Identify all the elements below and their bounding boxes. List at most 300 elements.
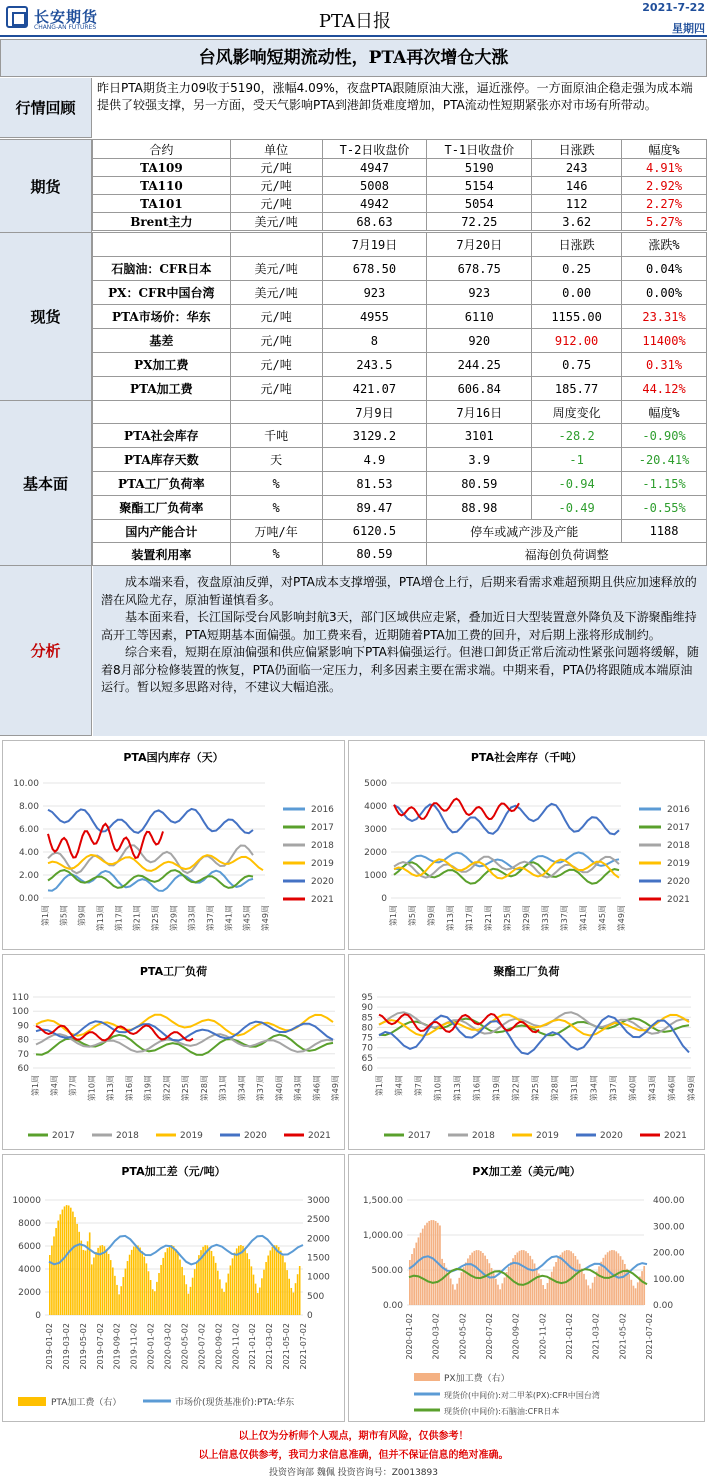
y-tick-label: 75	[361, 1033, 373, 1044]
y-tick-label: 65	[361, 1053, 373, 1064]
unit-cell: 美元/吨	[230, 257, 322, 281]
change-cell: -0.49	[532, 496, 622, 520]
bar	[587, 1285, 589, 1305]
y-tick-label: 1000	[364, 871, 387, 881]
bar	[81, 1241, 83, 1315]
bar	[215, 1263, 217, 1315]
bar	[108, 1254, 110, 1315]
price-cell: 678.50	[322, 257, 427, 281]
legend-label: 2019	[180, 1131, 203, 1141]
bar	[83, 1250, 85, 1315]
value-cell: 3129.2	[322, 424, 427, 448]
bar	[276, 1245, 278, 1315]
bar	[55, 1228, 57, 1315]
price-cell: 5054	[427, 195, 532, 213]
spot-table	[92, 232, 707, 401]
x-tick-label: 第37周	[560, 905, 569, 932]
table-row	[93, 543, 707, 566]
spot-header	[93, 233, 231, 257]
bar	[181, 1267, 183, 1315]
analysis-label: 分析	[0, 566, 92, 736]
x-tick-label: 第37周	[256, 1075, 265, 1102]
x-tick-label: 第5周	[408, 905, 417, 927]
legend-label: 2021	[667, 895, 690, 905]
spot-header: 涨跌%	[622, 233, 707, 257]
bar	[499, 1289, 501, 1305]
chart-svg	[3, 955, 346, 1151]
report-title: PTA日报	[318, 11, 392, 32]
y-tick-label: 5000	[364, 779, 387, 789]
bar	[257, 1293, 259, 1315]
spot-item: PTA市场价：华东	[93, 305, 231, 329]
bar	[270, 1250, 272, 1315]
legend-label: 现货价(中间价):对二甲苯(PX):CFR中国台湾	[444, 1391, 600, 1400]
series-line	[394, 799, 519, 819]
bar	[456, 1284, 458, 1305]
utilization-name: 装置利用率	[93, 543, 231, 566]
bar	[291, 1288, 293, 1315]
unit-cell: %	[230, 496, 322, 520]
y-tick-label: 100	[11, 1007, 29, 1018]
bar	[244, 1249, 246, 1315]
report-weekday: 星期四	[672, 22, 705, 35]
x-tick-label: 第40周	[628, 1075, 638, 1102]
pct-cell: 4.91%	[622, 159, 707, 177]
bar	[435, 1221, 437, 1305]
bar	[527, 1253, 529, 1305]
legend-label: 2019	[536, 1131, 559, 1141]
bar	[89, 1232, 91, 1315]
x-tick-label: 第49周	[687, 1075, 696, 1102]
unit-cell: 美元/吨	[230, 213, 322, 231]
capacity-note: 停车或减产涉及产能	[427, 520, 622, 543]
pct-cell: -20.41%	[622, 448, 707, 472]
bar	[112, 1267, 114, 1315]
bar	[234, 1253, 236, 1315]
bar	[508, 1267, 510, 1305]
legend-label: 2016	[311, 805, 334, 815]
bar	[265, 1262, 267, 1315]
unit-cell: 元/吨	[230, 305, 322, 329]
bar	[572, 1253, 574, 1305]
bar	[489, 1263, 491, 1305]
bar	[118, 1294, 120, 1315]
x-tick-label: 第1周	[31, 1075, 40, 1097]
bar	[643, 1266, 645, 1305]
bar	[139, 1247, 141, 1315]
chart-svg	[349, 955, 706, 1151]
bar	[211, 1251, 213, 1315]
bar	[628, 1274, 630, 1305]
legend-swatch	[414, 1373, 440, 1381]
y-tick-label: 4.00	[18, 848, 39, 858]
bar	[116, 1285, 118, 1315]
x-tick-label: 第33周	[541, 905, 550, 932]
chart-pta-inventory-days	[2, 740, 345, 950]
x-tick-label: 2021-05-02	[282, 1323, 292, 1370]
y-tick-label: 8000	[18, 1219, 41, 1229]
y-tick-label: 0.00	[653, 1301, 674, 1311]
bar	[120, 1286, 122, 1315]
legend-label: 2017	[311, 823, 334, 833]
bar	[221, 1289, 223, 1315]
bar	[613, 1250, 615, 1305]
bar	[495, 1279, 497, 1305]
bar	[167, 1248, 169, 1315]
x-tick-label: 第34周	[237, 1075, 247, 1102]
value-cell: 88.98	[427, 496, 532, 520]
bar	[635, 1288, 637, 1305]
capacity-name: 国内产能合计	[93, 520, 231, 543]
bar	[238, 1246, 240, 1315]
legend-label: 现货价(中间价):石脑油:CFR日本	[444, 1407, 560, 1416]
price-cell: 4942	[322, 195, 427, 213]
y-tick-label: 0	[307, 1311, 313, 1321]
chart-svg	[349, 741, 706, 951]
bar	[618, 1253, 620, 1305]
bar	[217, 1271, 219, 1315]
x-tick-label: 第31周	[218, 1075, 228, 1102]
futures-table	[92, 139, 707, 231]
bar	[272, 1247, 274, 1315]
chart-px-processing-spread	[348, 1154, 705, 1422]
change-cell: 0.00	[532, 281, 622, 305]
bar	[261, 1278, 263, 1315]
bar	[152, 1289, 154, 1315]
spot-header	[230, 233, 322, 257]
bar	[240, 1245, 242, 1315]
chart-pta-processing-spread	[2, 1154, 345, 1422]
x-tick-label: 第25周	[181, 1075, 190, 1102]
bar	[106, 1249, 108, 1315]
bar	[188, 1294, 190, 1315]
bar	[274, 1245, 276, 1315]
bar	[510, 1262, 512, 1305]
y-tick-label: 95	[361, 993, 373, 1003]
contract-name: TA110	[93, 177, 231, 195]
bar	[133, 1247, 135, 1315]
price-cell: 421.07	[322, 377, 427, 401]
bar	[148, 1271, 150, 1315]
pct-cell: 0.31%	[622, 353, 707, 377]
bar	[295, 1283, 297, 1315]
bar	[504, 1278, 506, 1305]
utilization-note: 福海创负荷调整	[427, 543, 707, 566]
bar	[158, 1273, 160, 1315]
bar	[433, 1220, 435, 1305]
x-tick-label: 第25周	[531, 1075, 540, 1102]
bar	[192, 1278, 194, 1315]
x-tick-label: 第9周	[77, 905, 87, 927]
value-cell: 89.47	[322, 496, 427, 520]
bar	[448, 1273, 450, 1305]
bar	[53, 1236, 55, 1315]
y-tick-label: 4000	[18, 1265, 41, 1275]
spot-item: 基差	[93, 329, 231, 353]
table-row	[93, 329, 707, 353]
review-text: 昨日PTA期货主力09收于5190，涨幅4.09%，夜盘PTA跟随原油大涨，逼近涨停。一方面原油企稳走强为成本端提供了较强支撑，另一方面，受天气影响PTA到港卸货难度增加，PTA流动性短期紧张亦对市场有所带动。	[97, 81, 693, 112]
bar	[68, 1205, 70, 1315]
price-cell: 678.75	[427, 257, 532, 281]
contract-name: Brent主力	[93, 213, 231, 231]
logo-icon	[6, 6, 28, 28]
legend-label: 2017	[667, 823, 690, 833]
x-tick-label: 2020-03-02	[431, 1313, 441, 1360]
unit-cell: 美元/吨	[230, 281, 322, 305]
bar	[486, 1259, 488, 1305]
x-tick-label: 第34周	[589, 1075, 599, 1102]
bar	[190, 1287, 192, 1315]
bar	[523, 1250, 525, 1305]
table-row	[93, 377, 707, 401]
legend-label: 2021	[664, 1131, 687, 1141]
y-tick-label: 80	[17, 1035, 29, 1046]
x-tick-label: 第45周	[598, 905, 607, 932]
bar	[633, 1286, 635, 1305]
table-row	[93, 177, 707, 195]
bar	[536, 1268, 538, 1305]
x-tick-label: 2021-03-02	[265, 1323, 275, 1370]
bar	[293, 1293, 295, 1315]
y-tick-label: 200.00	[653, 1248, 685, 1259]
bar	[450, 1279, 452, 1305]
bar	[286, 1270, 288, 1315]
x-tick-label: 2020-03-02	[163, 1323, 173, 1370]
bar	[66, 1205, 68, 1315]
fundamental-table	[92, 400, 707, 566]
bar	[622, 1260, 624, 1305]
y-tick-label: 8.00	[18, 802, 39, 812]
y-tick-label: 0	[35, 1311, 41, 1321]
unit-cell: 元/吨	[230, 353, 322, 377]
futures-header: T-1日收盘价	[427, 140, 532, 159]
y-tick-label: 70	[361, 1043, 373, 1054]
y-tick-label: 90	[361, 1003, 373, 1014]
bar	[560, 1255, 562, 1305]
x-tick-label: 第16周	[472, 1075, 482, 1102]
fundamental-label: 基本面	[0, 400, 92, 566]
series-line	[394, 852, 619, 869]
bar	[198, 1255, 200, 1315]
review-label: 行情回顾	[0, 78, 92, 138]
unit-cell: 元/吨	[230, 159, 322, 177]
y-tick-label: 60	[17, 1064, 29, 1074]
y-tick-label: 1,000.00	[362, 1231, 403, 1241]
bar	[446, 1268, 448, 1305]
series-line	[48, 809, 253, 833]
bar	[110, 1260, 112, 1315]
x-tick-label: 2020-11-02	[231, 1323, 241, 1370]
bar	[160, 1265, 162, 1315]
bar	[415, 1243, 417, 1305]
x-tick-label: 2020-07-02	[197, 1323, 207, 1370]
legend-label: 市场价(现货基准价):PTA:华东	[175, 1398, 295, 1408]
x-tick-label: 第13周	[446, 905, 455, 932]
price-cell: 5190	[427, 159, 532, 177]
x-tick-label: 第21周	[484, 905, 493, 932]
x-tick-label: 第43周	[648, 1075, 657, 1102]
bar	[585, 1279, 587, 1305]
fund-item: PTA社会库存	[93, 424, 231, 448]
bar	[420, 1233, 422, 1305]
y-tick-label: 2000	[18, 1288, 41, 1298]
price-cell: 4947	[322, 159, 427, 177]
legend-label: 2020	[600, 1131, 623, 1141]
y-tick-label: 2500	[307, 1215, 330, 1226]
bar	[426, 1223, 428, 1305]
spot-header: 7月19日	[322, 233, 427, 257]
change-cell: 112	[532, 195, 622, 213]
x-tick-label: 2019-01-02	[45, 1323, 54, 1370]
bar	[581, 1269, 583, 1305]
x-tick-label: 第40周	[274, 1075, 284, 1102]
bar	[246, 1253, 248, 1315]
bar	[411, 1254, 413, 1305]
table-row	[93, 424, 707, 448]
price-cell: 243.5	[322, 353, 427, 377]
value-cell: 81.53	[322, 472, 427, 496]
x-tick-label: 2020-07-02	[485, 1313, 494, 1360]
contract-name: TA109	[93, 159, 231, 177]
bar	[555, 1262, 557, 1305]
analyst-info: 投资咨询部 魏佩 投资咨询号：Z0013893	[269, 1468, 438, 1478]
unit-cell: 元/吨	[230, 377, 322, 401]
bar	[242, 1246, 244, 1315]
company-name-en: CHANG-AN FUTURES	[34, 24, 97, 31]
bar	[62, 1210, 64, 1315]
bar	[255, 1284, 257, 1315]
x-tick-label: 2021-07-02	[645, 1313, 654, 1360]
spot-header: 7月20日	[427, 233, 532, 257]
bar	[594, 1277, 596, 1305]
table-row	[93, 159, 707, 177]
bar	[251, 1266, 253, 1315]
bar	[482, 1253, 484, 1305]
disclaimer-2: 以上信息仅供参考，我司力求信息准确，但并不保证信息的绝对准确。	[198, 1450, 509, 1461]
legend-label: 2018	[311, 841, 334, 851]
y-tick-label: 3000	[364, 825, 387, 835]
y-tick-label: 85	[361, 1013, 373, 1024]
chart-title: PTA加工差（元/吨）	[121, 1165, 226, 1178]
bar	[519, 1251, 521, 1305]
bar	[223, 1292, 225, 1315]
bar	[583, 1274, 585, 1305]
bar	[213, 1256, 215, 1315]
x-tick-label: 第22周	[511, 1075, 521, 1102]
bar	[598, 1266, 600, 1305]
bar	[590, 1289, 592, 1305]
bar	[553, 1267, 555, 1305]
x-tick-label: 第41周	[224, 905, 234, 932]
y-tick-label: 0.00	[18, 894, 39, 904]
fund-item: 聚酯工厂负荷率	[93, 496, 231, 520]
fund-header: 7月16日	[427, 401, 532, 424]
bar	[641, 1271, 643, 1305]
bar	[76, 1224, 78, 1315]
analysis-paragraph: 成本端来看，夜盘原油反弹，对PTA成本支撑增强，PTA增仓上行，后期来看需求难超预期且供应加速释放的潜在风险尤存，原油暂谨慎看多。	[101, 575, 697, 607]
bar	[267, 1256, 269, 1315]
bar	[144, 1257, 146, 1315]
analysis-text	[93, 566, 707, 736]
bar	[551, 1272, 553, 1305]
x-tick-label: 第49周	[331, 1075, 340, 1102]
x-tick-label: 第1周	[389, 905, 398, 927]
chart-pta-plant-load	[2, 954, 345, 1150]
x-tick-label: 第25周	[151, 905, 160, 932]
bar	[637, 1282, 639, 1305]
x-tick-label: 第9周	[427, 905, 436, 927]
y-tick-label: 1500	[307, 1253, 330, 1264]
bar	[169, 1246, 171, 1315]
company-name: 长安期货	[34, 8, 99, 26]
bar	[165, 1252, 167, 1315]
spot-item: PX加工费	[93, 353, 231, 377]
price-cell: 4955	[322, 305, 427, 329]
table-row	[93, 257, 707, 281]
value-cell: 80.59	[427, 472, 532, 496]
change-cell: 0.25	[532, 257, 622, 281]
y-tick-label: 10000	[12, 1196, 41, 1206]
bar	[72, 1212, 74, 1315]
table-row	[93, 520, 707, 543]
legend-label: 2019	[311, 859, 334, 869]
bar	[532, 1259, 534, 1305]
chart-svg	[3, 741, 346, 951]
x-tick-label: 第31周	[570, 1075, 579, 1102]
bar	[196, 1262, 198, 1315]
bar	[99, 1246, 101, 1315]
bar	[605, 1255, 607, 1305]
x-tick-label: 2019-09-02	[112, 1323, 122, 1370]
legend-label: 2020	[244, 1131, 267, 1141]
x-tick-label: 第10周	[87, 1075, 97, 1102]
x-tick-label: 2019-05-02	[78, 1323, 88, 1370]
y-tick-label: 6.00	[18, 825, 39, 835]
chart-svg	[349, 1155, 706, 1423]
bar	[74, 1217, 76, 1315]
bar	[540, 1279, 542, 1305]
x-tick-label: 第13周	[453, 1075, 462, 1102]
x-tick-label: 第19周	[492, 1075, 501, 1102]
report-date: 2021-7-22	[642, 1, 705, 14]
bar	[458, 1278, 460, 1305]
x-tick-label: 2021-01-02	[248, 1323, 258, 1370]
legend-label: 2018	[116, 1131, 139, 1141]
y-tick-label: 90	[17, 1021, 29, 1032]
legend-label: 2016	[667, 805, 690, 815]
legend-label: 2017	[52, 1131, 75, 1141]
disclaimer-1: 以上仅为分析师个人观点，期市有风险，仅供参考！	[238, 1431, 469, 1442]
bar	[175, 1249, 177, 1315]
pct-cell: -1.15%	[622, 472, 707, 496]
y-tick-label: 100.00	[653, 1274, 685, 1285]
bar	[549, 1277, 551, 1305]
legend-label: 2017	[408, 1131, 431, 1141]
bar	[137, 1245, 139, 1315]
bar	[517, 1252, 519, 1305]
bar	[263, 1270, 265, 1315]
page-header	[0, 0, 707, 37]
fund-header: 周度变化	[532, 401, 622, 424]
spot-label: 现货	[0, 232, 92, 400]
x-tick-label: 第43周	[293, 1075, 303, 1102]
bar	[592, 1283, 594, 1305]
bar	[428, 1221, 430, 1305]
bar	[497, 1285, 499, 1305]
x-tick-label: 2021-01-02	[565, 1313, 574, 1360]
change-cell: -28.2	[532, 424, 622, 448]
bar	[209, 1247, 211, 1315]
